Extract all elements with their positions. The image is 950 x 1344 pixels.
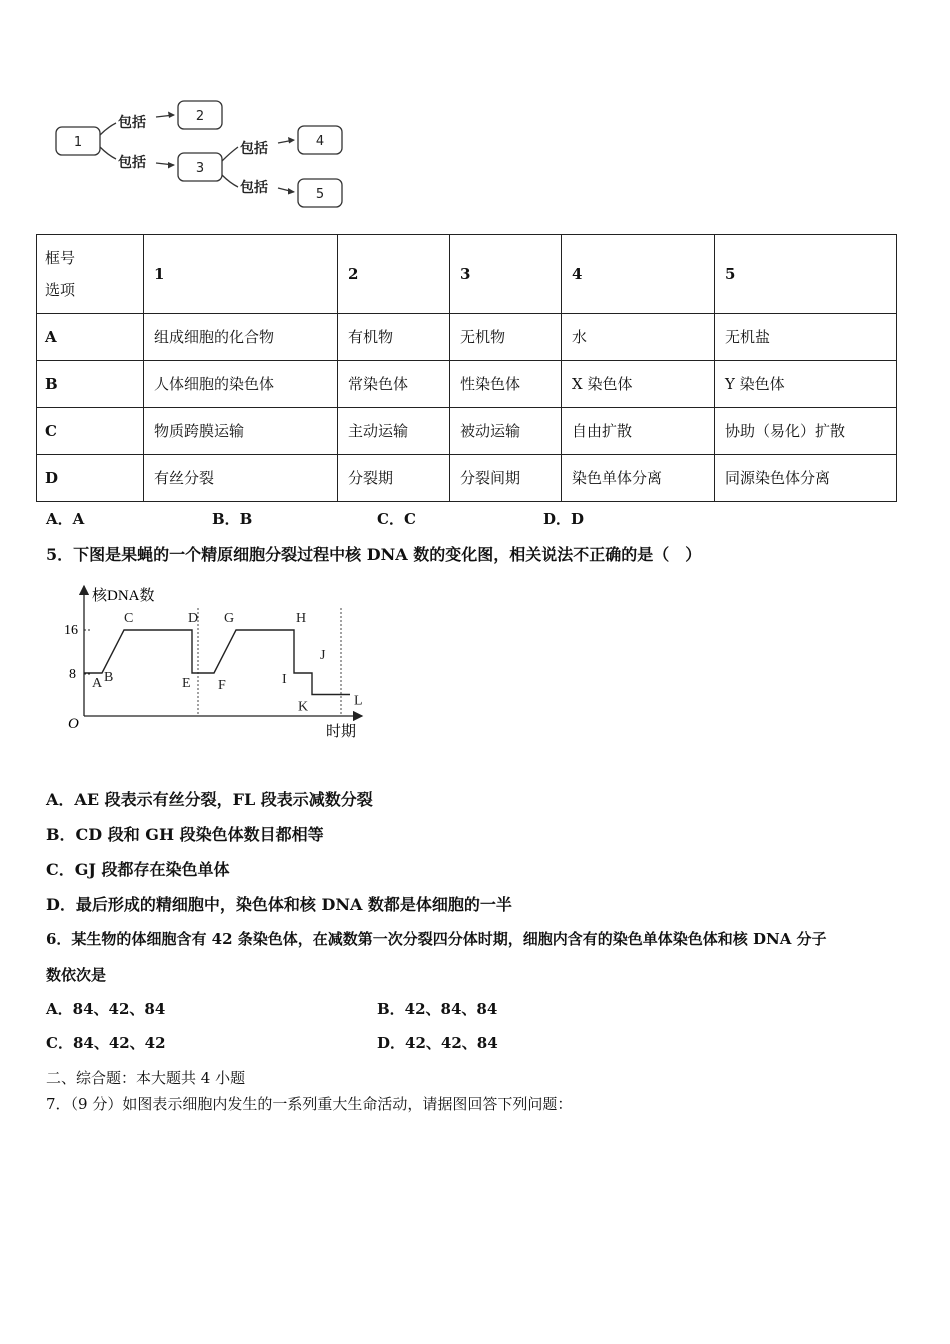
table-row: [37, 314, 897, 361]
point-label-j: J: [320, 648, 326, 663]
point-label-d: D: [188, 611, 199, 626]
table-cell: 有丝分裂: [144, 455, 338, 502]
q4-option-a[interactable]: A．A: [46, 510, 85, 528]
table-cell: 分裂期: [338, 455, 450, 502]
dna-series-line: [84, 630, 350, 695]
table-cell: 同源染色体分离: [715, 455, 897, 502]
edge-label-1-2: 包括: [118, 115, 146, 131]
q5-option-c[interactable]: C．GJ 段都存在染色单体: [46, 860, 230, 879]
row-key: A: [37, 314, 144, 361]
q6-stem-line2: 数依次是: [46, 966, 107, 984]
diagram-box-3-label: 3: [195, 161, 205, 176]
table-cell: X 染色体: [562, 361, 715, 408]
concept-tree-diagram: [50, 95, 360, 213]
connector-1-3: [100, 147, 116, 159]
q6-stem-line1: 6．某生物的体细胞含有 42 条染色体，在减数第一次分裂四分体时期，细胞内含有的染色单体染色体和核 DNA 分子: [46, 930, 827, 948]
table-cell: 有机物: [338, 314, 450, 361]
origin-label: O: [68, 716, 79, 732]
point-label-g: G: [224, 611, 235, 626]
row-key: C: [37, 408, 144, 455]
table-header-row: [37, 235, 897, 314]
table-cell: 被动运输: [450, 408, 562, 455]
q4-option-d[interactable]: D．D: [543, 510, 585, 528]
diagram-box-2-label: 2: [195, 109, 205, 124]
dna-polyline: [84, 630, 350, 695]
connector-1-2: [100, 123, 116, 135]
table-row: [37, 455, 897, 502]
table-cell: 自由扩散: [562, 408, 715, 455]
q6-option-b[interactable]: B．42、84、84: [377, 1000, 498, 1018]
y-tick-8: 8: [69, 667, 76, 682]
section-heading: 二、综合题：本大题共 4 小题: [46, 1069, 246, 1087]
table-cell: 性染色体: [450, 361, 562, 408]
point-label-k: K: [298, 699, 309, 715]
connector-3-5: [222, 175, 238, 187]
q6-option-c[interactable]: C．84、42、42: [46, 1034, 166, 1052]
diagram-box-5-label: 5: [315, 187, 325, 202]
table-cell: 常染色体: [338, 361, 450, 408]
table-corner-cell: [37, 235, 144, 314]
header-col-4: 4: [562, 235, 715, 314]
edge-label-3-5: 包括: [240, 180, 268, 196]
dna-content-chart: [50, 578, 370, 750]
q4-option-b[interactable]: B．B: [212, 510, 253, 528]
table-cell: 物质跨膜运输: [144, 408, 338, 455]
point-label-c: C: [124, 611, 134, 626]
table-cell: 组成细胞的化合物: [144, 314, 338, 361]
y-tick-16: 16: [64, 623, 78, 638]
table-cell: 无机物: [450, 314, 562, 361]
q5-option-d[interactable]: D．最后形成的精细胞中，染色体和核 DNA 数都是体细胞的一半: [46, 895, 512, 914]
q5-option-a[interactable]: A．AE 段表示有丝分裂，FL 段表示减数分裂: [46, 790, 373, 809]
point-label-b: B: [104, 670, 114, 685]
point-label-f: F: [218, 678, 226, 693]
x-axis-label: 时期: [326, 724, 357, 740]
row-key: B: [37, 361, 144, 408]
q6-option-a[interactable]: A．84、42、84: [46, 1000, 166, 1018]
point-label-h: H: [296, 611, 307, 626]
q4-option-c[interactable]: C．C: [377, 510, 416, 528]
table-cell: 主动运输: [338, 408, 450, 455]
point-label-a: A: [92, 676, 103, 691]
q7-stem: 7．（9 分）如图表示细胞内发生的一系列重大生命活动，请据图回答下列问题：: [46, 1095, 573, 1113]
table-row: [37, 408, 897, 455]
header-col-2: 2: [338, 235, 450, 314]
table-cell: 分裂间期: [450, 455, 562, 502]
point-label-i: I: [282, 672, 287, 687]
corner-bottom-label: 选项: [45, 281, 76, 299]
q5-stem: 5．下图是果蝇的一个精原细胞分裂过程中核 DNA 数的变化图，相关说法不正确的是（ ）: [46, 545, 702, 564]
point-label-l: L: [354, 693, 363, 709]
table-row: [37, 361, 897, 408]
table-cell: 染色单体分离: [562, 455, 715, 502]
diagram-box-4-label: 4: [315, 134, 325, 149]
options-table: [36, 234, 897, 502]
edge-label-3-4: 包括: [240, 141, 268, 157]
y-axis-label: 核DNA数: [92, 588, 155, 604]
header-col-5: 5: [715, 235, 897, 314]
table-cell: 无机盐: [715, 314, 897, 361]
table-cell: 人体细胞的染色体: [144, 361, 338, 408]
diagram-box-1-label: 1: [73, 135, 83, 150]
point-label-e: E: [182, 676, 191, 691]
connector-3-4: [222, 147, 238, 161]
row-key: D: [37, 455, 144, 502]
header-col-3: 3: [450, 235, 562, 314]
table-cell: 水: [562, 314, 715, 361]
header-col-1: 1: [144, 235, 338, 314]
corner-top-label: 框号: [45, 249, 76, 267]
q5-option-b[interactable]: B．CD 段和 GH 段染色体数目都相等: [46, 825, 324, 844]
table-cell: 协助（易化）扩散: [715, 408, 897, 455]
table-cell: Y 染色体: [715, 361, 897, 408]
edge-label-1-3: 包括: [118, 155, 146, 171]
q6-option-d[interactable]: D．42、42、84: [377, 1034, 498, 1052]
